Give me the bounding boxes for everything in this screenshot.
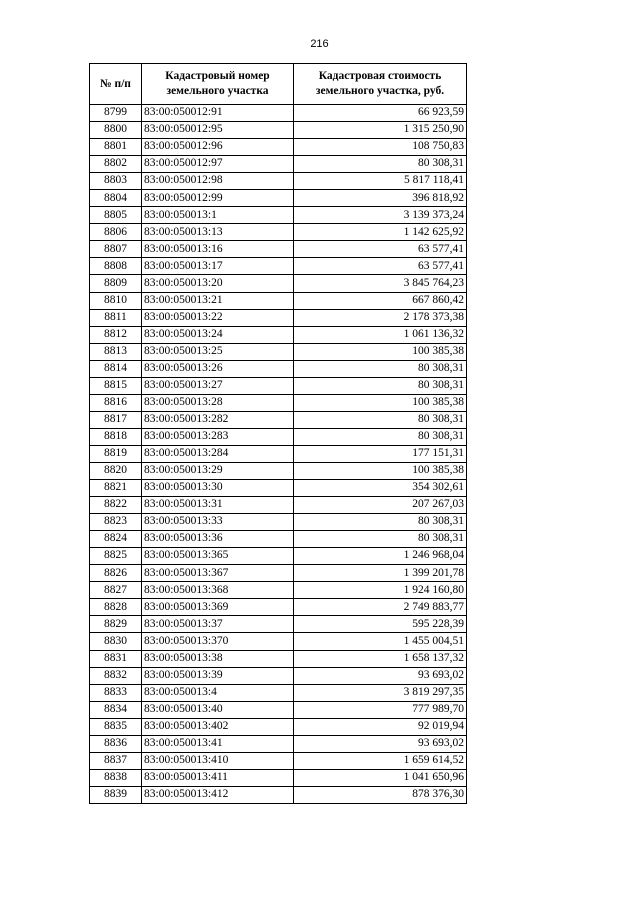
row-number-cell: 8817 xyxy=(90,411,142,428)
cadastral-cost-cell: 1 246 968,04 xyxy=(294,548,467,565)
table-row xyxy=(90,650,467,667)
table-row xyxy=(90,786,467,803)
table-row xyxy=(90,548,467,565)
cadastral-cost-cell: 1 659 614,52 xyxy=(294,752,467,769)
row-number-cell: 8818 xyxy=(90,428,142,445)
cadastral-number-cell: 83:00:050013:283 xyxy=(142,428,294,445)
cadastral-number-cell: 83:00:050013:24 xyxy=(142,326,294,343)
table-row xyxy=(90,292,467,309)
table-row xyxy=(90,105,467,122)
table-row xyxy=(90,360,467,377)
cadastral-number-cell: 83:00:050013:37 xyxy=(142,616,294,633)
cadastral-number-cell: 83:00:050013:21 xyxy=(142,292,294,309)
cadastral-cost-cell: 1 658 137,32 xyxy=(294,650,467,667)
row-number-cell: 8799 xyxy=(90,105,142,122)
table-row xyxy=(90,224,467,241)
cadastral-number-cell: 83:00:050012:95 xyxy=(142,122,294,139)
table-row xyxy=(90,616,467,633)
row-number-cell: 8812 xyxy=(90,326,142,343)
table-row xyxy=(90,565,467,582)
header-cadastral-number: Кадастровый номер земельного участка xyxy=(142,64,294,105)
row-number-cell: 8808 xyxy=(90,258,142,275)
cadastral-cost-cell: 1 924 160,80 xyxy=(294,582,467,599)
cadastral-cost-cell: 1 315 250,90 xyxy=(294,122,467,139)
cadastral-number-cell: 83:00:050013:411 xyxy=(142,769,294,786)
cadastral-number-cell: 83:00:050013:284 xyxy=(142,445,294,462)
cadastral-cost-cell: 2 178 373,38 xyxy=(294,309,467,326)
table-row xyxy=(90,411,467,428)
cadastral-number-cell: 83:00:050013:1 xyxy=(142,207,294,224)
row-number-cell: 8829 xyxy=(90,616,142,633)
table-row xyxy=(90,241,467,258)
row-number-cell: 8834 xyxy=(90,701,142,718)
table-row xyxy=(90,173,467,190)
table-row xyxy=(90,667,467,684)
cadastral-cost-cell: 667 860,42 xyxy=(294,292,467,309)
table-row xyxy=(90,190,467,207)
cadastral-number-cell: 83:00:050013:33 xyxy=(142,514,294,531)
cadastral-cost-cell: 5 817 118,41 xyxy=(294,173,467,190)
row-number-cell: 8824 xyxy=(90,531,142,548)
table-row xyxy=(90,769,467,786)
cadastral-cost-cell: 777 989,70 xyxy=(294,701,467,718)
table-row xyxy=(90,531,467,548)
row-number-cell: 8805 xyxy=(90,207,142,224)
row-number-cell: 8809 xyxy=(90,275,142,292)
table-row xyxy=(90,156,467,173)
cadastral-cost-cell: 177 151,31 xyxy=(294,445,467,462)
row-number-cell: 8823 xyxy=(90,514,142,531)
cadastral-cost-cell: 595 228,39 xyxy=(294,616,467,633)
header-row-number: № п/п xyxy=(90,64,142,105)
cadastral-cost-cell: 354 302,61 xyxy=(294,480,467,497)
row-number-cell: 8813 xyxy=(90,343,142,360)
table-row xyxy=(90,599,467,616)
cadastral-number-cell: 83:00:050013:39 xyxy=(142,667,294,684)
row-number-cell: 8819 xyxy=(90,445,142,462)
row-number-cell: 8803 xyxy=(90,173,142,190)
row-number-cell: 8807 xyxy=(90,241,142,258)
cadastral-cost-cell: 80 308,31 xyxy=(294,514,467,531)
row-number-cell: 8826 xyxy=(90,565,142,582)
cadastral-number-cell: 83:00:050012:98 xyxy=(142,173,294,190)
cadastral-number-cell: 83:00:050013:20 xyxy=(142,275,294,292)
table-row xyxy=(90,701,467,718)
row-number-cell: 8825 xyxy=(90,548,142,565)
table-row xyxy=(90,462,467,479)
table-row xyxy=(90,207,467,224)
cadastral-number-cell: 83:00:050013:367 xyxy=(142,565,294,582)
table-row xyxy=(90,514,467,531)
cadastral-cost-cell: 63 577,41 xyxy=(294,241,467,258)
cadastral-number-cell: 83:00:050013:369 xyxy=(142,599,294,616)
cadastral-cost-cell: 2 749 883,77 xyxy=(294,599,467,616)
cadastral-cost-cell: 80 308,31 xyxy=(294,411,467,428)
row-number-cell: 8814 xyxy=(90,360,142,377)
cadastral-cost-cell: 100 385,38 xyxy=(294,462,467,479)
cadastral-number-cell: 83:00:050013:16 xyxy=(142,241,294,258)
table-row xyxy=(90,445,467,462)
cadastral-number-cell: 83:00:050012:91 xyxy=(142,105,294,122)
row-number-cell: 8811 xyxy=(90,309,142,326)
table-row xyxy=(90,497,467,514)
table-row xyxy=(90,258,467,275)
cadastral-cost-cell: 3 819 297,35 xyxy=(294,684,467,701)
cadastral-cost-cell: 100 385,38 xyxy=(294,343,467,360)
cadastral-cost-cell: 396 818,92 xyxy=(294,190,467,207)
cadastral-number-cell: 83:00:050013:31 xyxy=(142,497,294,514)
cadastral-number-cell: 83:00:050013:412 xyxy=(142,786,294,803)
cadastral-value-table xyxy=(89,63,467,804)
row-number-cell: 8835 xyxy=(90,718,142,735)
cadastral-number-cell: 83:00:050012:96 xyxy=(142,139,294,156)
row-number-cell: 8830 xyxy=(90,633,142,650)
cadastral-number-cell: 83:00:050013:17 xyxy=(142,258,294,275)
row-number-cell: 8802 xyxy=(90,156,142,173)
cadastral-number-cell: 83:00:050013:4 xyxy=(142,684,294,701)
table-row xyxy=(90,428,467,445)
row-number-cell: 8804 xyxy=(90,190,142,207)
cadastral-cost-cell: 80 308,31 xyxy=(294,360,467,377)
table-row xyxy=(90,582,467,599)
table-row xyxy=(90,377,467,394)
row-number-cell: 8801 xyxy=(90,139,142,156)
table-row xyxy=(90,122,467,139)
cadastral-number-cell: 83:00:050013:40 xyxy=(142,701,294,718)
page-number: 216 xyxy=(310,38,329,50)
row-number-cell: 8815 xyxy=(90,377,142,394)
table-header xyxy=(90,64,467,105)
cadastral-cost-cell: 1 061 136,32 xyxy=(294,326,467,343)
cadastral-cost-cell: 3 139 373,24 xyxy=(294,207,467,224)
cadastral-number-cell: 83:00:050013:282 xyxy=(142,411,294,428)
cadastral-number-cell: 83:00:050013:41 xyxy=(142,735,294,752)
table-row xyxy=(90,684,467,701)
cadastral-cost-cell: 878 376,30 xyxy=(294,786,467,803)
cadastral-cost-cell: 92 019,94 xyxy=(294,718,467,735)
header-row xyxy=(90,64,467,105)
cadastral-cost-cell: 1 455 004,51 xyxy=(294,633,467,650)
cadastral-cost-cell: 80 308,31 xyxy=(294,428,467,445)
row-number-cell: 8810 xyxy=(90,292,142,309)
row-number-cell: 8800 xyxy=(90,122,142,139)
table-row xyxy=(90,718,467,735)
cadastral-cost-cell: 66 923,59 xyxy=(294,105,467,122)
cadastral-number-cell: 83:00:050013:368 xyxy=(142,582,294,599)
cadastral-number-cell: 83:00:050013:13 xyxy=(142,224,294,241)
cadastral-cost-cell: 1 142 625,92 xyxy=(294,224,467,241)
row-number-cell: 8839 xyxy=(90,786,142,803)
row-number-cell: 8822 xyxy=(90,497,142,514)
header-cadastral-cost: Кадастровая стоимость земельного участка, руб. xyxy=(294,64,467,105)
cadastral-cost-cell: 80 308,31 xyxy=(294,531,467,548)
row-number-cell: 8836 xyxy=(90,735,142,752)
cadastral-cost-cell: 93 693,02 xyxy=(294,667,467,684)
table-row xyxy=(90,326,467,343)
table-row xyxy=(90,752,467,769)
cadastral-number-cell: 83:00:050013:30 xyxy=(142,480,294,497)
row-number-cell: 8816 xyxy=(90,394,142,411)
cadastral-number-cell: 83:00:050013:26 xyxy=(142,360,294,377)
cadastral-cost-cell: 3 845 764,23 xyxy=(294,275,467,292)
cadastral-number-cell: 83:00:050013:29 xyxy=(142,462,294,479)
row-number-cell: 8837 xyxy=(90,752,142,769)
cadastral-number-cell: 83:00:050013:402 xyxy=(142,718,294,735)
cadastral-number-cell: 83:00:050013:410 xyxy=(142,752,294,769)
cadastral-number-cell: 83:00:050012:99 xyxy=(142,190,294,207)
cadastral-number-cell: 83:00:050013:27 xyxy=(142,377,294,394)
row-number-cell: 8832 xyxy=(90,667,142,684)
table-row xyxy=(90,343,467,360)
row-number-cell: 8806 xyxy=(90,224,142,241)
table-row xyxy=(90,735,467,752)
row-number-cell: 8828 xyxy=(90,599,142,616)
row-number-cell: 8820 xyxy=(90,462,142,479)
cadastral-number-cell: 83:00:050013:28 xyxy=(142,394,294,411)
cadastral-number-cell: 83:00:050013:25 xyxy=(142,343,294,360)
cadastral-number-cell: 83:00:050013:365 xyxy=(142,548,294,565)
cadastral-cost-cell: 63 577,41 xyxy=(294,258,467,275)
cadastral-cost-cell: 1 399 201,78 xyxy=(294,565,467,582)
table-row xyxy=(90,275,467,292)
cadastral-number-cell: 83:00:050013:36 xyxy=(142,531,294,548)
cadastral-number-cell: 83:00:050013:370 xyxy=(142,633,294,650)
table-row xyxy=(90,139,467,156)
cadastral-cost-cell: 100 385,38 xyxy=(294,394,467,411)
table-row xyxy=(90,633,467,650)
table-body xyxy=(90,105,467,804)
row-number-cell: 8827 xyxy=(90,582,142,599)
cadastral-number-cell: 83:00:050013:38 xyxy=(142,650,294,667)
cadastral-cost-cell: 93 693,02 xyxy=(294,735,467,752)
row-number-cell: 8838 xyxy=(90,769,142,786)
row-number-cell: 8831 xyxy=(90,650,142,667)
row-number-cell: 8833 xyxy=(90,684,142,701)
cadastral-cost-cell: 1 041 650,96 xyxy=(294,769,467,786)
cadastral-cost-cell: 80 308,31 xyxy=(294,377,467,394)
cadastral-number-cell: 83:00:050013:22 xyxy=(142,309,294,326)
table-row xyxy=(90,480,467,497)
row-number-cell: 8821 xyxy=(90,480,142,497)
cadastral-number-cell: 83:00:050012:97 xyxy=(142,156,294,173)
cadastral-cost-cell: 80 308,31 xyxy=(294,156,467,173)
table-row xyxy=(90,394,467,411)
table-row xyxy=(90,309,467,326)
cadastral-cost-cell: 108 750,83 xyxy=(294,139,467,156)
cadastral-cost-cell: 207 267,03 xyxy=(294,497,467,514)
